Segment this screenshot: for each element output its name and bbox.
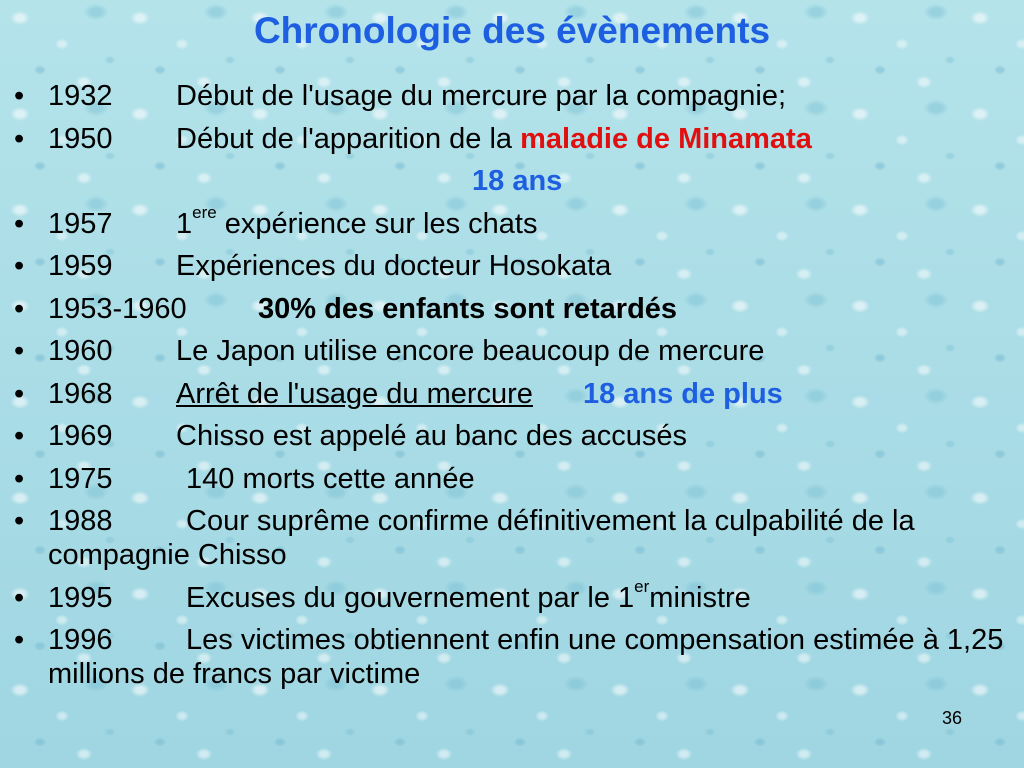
event-text: Cour suprême confirme définitivement la culpabilité de la compagnie Chisso bbox=[48, 505, 915, 571]
duration-label: 18 ans bbox=[472, 165, 563, 197]
list-item bbox=[14, 576, 1014, 615]
event-text: Le Japon utilise encore beaucoup de mercure bbox=[176, 335, 765, 367]
list-item bbox=[14, 623, 1014, 691]
list-item bbox=[14, 377, 1014, 411]
year: 1953-1960 bbox=[48, 292, 187, 325]
event-text: expérience sur les chats bbox=[216, 207, 538, 240]
list-item bbox=[14, 202, 1014, 241]
list-item bbox=[14, 122, 1014, 156]
year: 1995 bbox=[48, 581, 113, 614]
event-text: Arrêt de l'usage du mercure bbox=[176, 377, 533, 410]
bullet: • bbox=[14, 335, 25, 367]
timeline-list bbox=[14, 79, 1014, 700]
disease-highlight: maladie de Minamata bbox=[520, 122, 812, 155]
event-text-tail: ministre bbox=[649, 581, 751, 614]
bullet: • bbox=[14, 420, 25, 452]
bullet: • bbox=[14, 80, 25, 112]
list-item bbox=[14, 292, 1014, 326]
year: 1996 bbox=[48, 624, 113, 656]
year: 1950 bbox=[48, 122, 113, 155]
event-text: Début de l'apparition de la bbox=[176, 122, 521, 155]
bullet: • bbox=[14, 292, 25, 325]
event-text: 30% des enfants sont retardés bbox=[258, 292, 678, 325]
page-number: 36 bbox=[941, 708, 962, 728]
year: 1932 bbox=[48, 80, 113, 112]
list-item bbox=[14, 79, 1014, 113]
event-text: Chisso est appelé au banc des accusés bbox=[176, 420, 688, 452]
list-item bbox=[14, 334, 1014, 368]
bullet: • bbox=[14, 505, 25, 537]
event-text: Début de l'usage du mercure par la compagnie; bbox=[176, 80, 787, 112]
bullet: • bbox=[14, 250, 25, 282]
ordinal-suffix: ere bbox=[192, 202, 217, 222]
list-item bbox=[14, 504, 1014, 572]
bullet: • bbox=[14, 207, 25, 240]
event-text: Excuses du gouvernement par le 1 bbox=[186, 581, 635, 614]
year: 1969 bbox=[48, 420, 113, 452]
slide-title: Chronologie des évènements bbox=[253, 10, 771, 51]
list-item bbox=[14, 419, 1014, 453]
ordinal-suffix: er bbox=[634, 576, 650, 596]
list-item bbox=[14, 249, 1014, 283]
list-item bbox=[14, 462, 1014, 496]
ordinal-number: 1 bbox=[176, 207, 193, 240]
event-text: 140 morts cette année bbox=[186, 462, 475, 495]
year: 1960 bbox=[48, 335, 113, 367]
bullet: • bbox=[14, 462, 25, 495]
year: 1988 bbox=[48, 505, 113, 537]
event-text: Les victimes obtiennent enfin une compensation estimée à 1,25 millions de francs par victime bbox=[48, 624, 1004, 690]
year: 1959 bbox=[48, 250, 113, 282]
year: 1975 bbox=[48, 462, 113, 495]
duration-note bbox=[14, 164, 1014, 198]
event-text: Expériences du docteur Hosokata bbox=[176, 250, 612, 282]
duration-highlight: 18 ans de plus bbox=[582, 377, 783, 410]
year: 1957 bbox=[48, 207, 113, 240]
bullet: • bbox=[14, 581, 25, 614]
bullet: • bbox=[14, 122, 25, 155]
bullet: • bbox=[14, 624, 25, 656]
bullet: • bbox=[14, 377, 25, 410]
year: 1968 bbox=[48, 377, 113, 410]
